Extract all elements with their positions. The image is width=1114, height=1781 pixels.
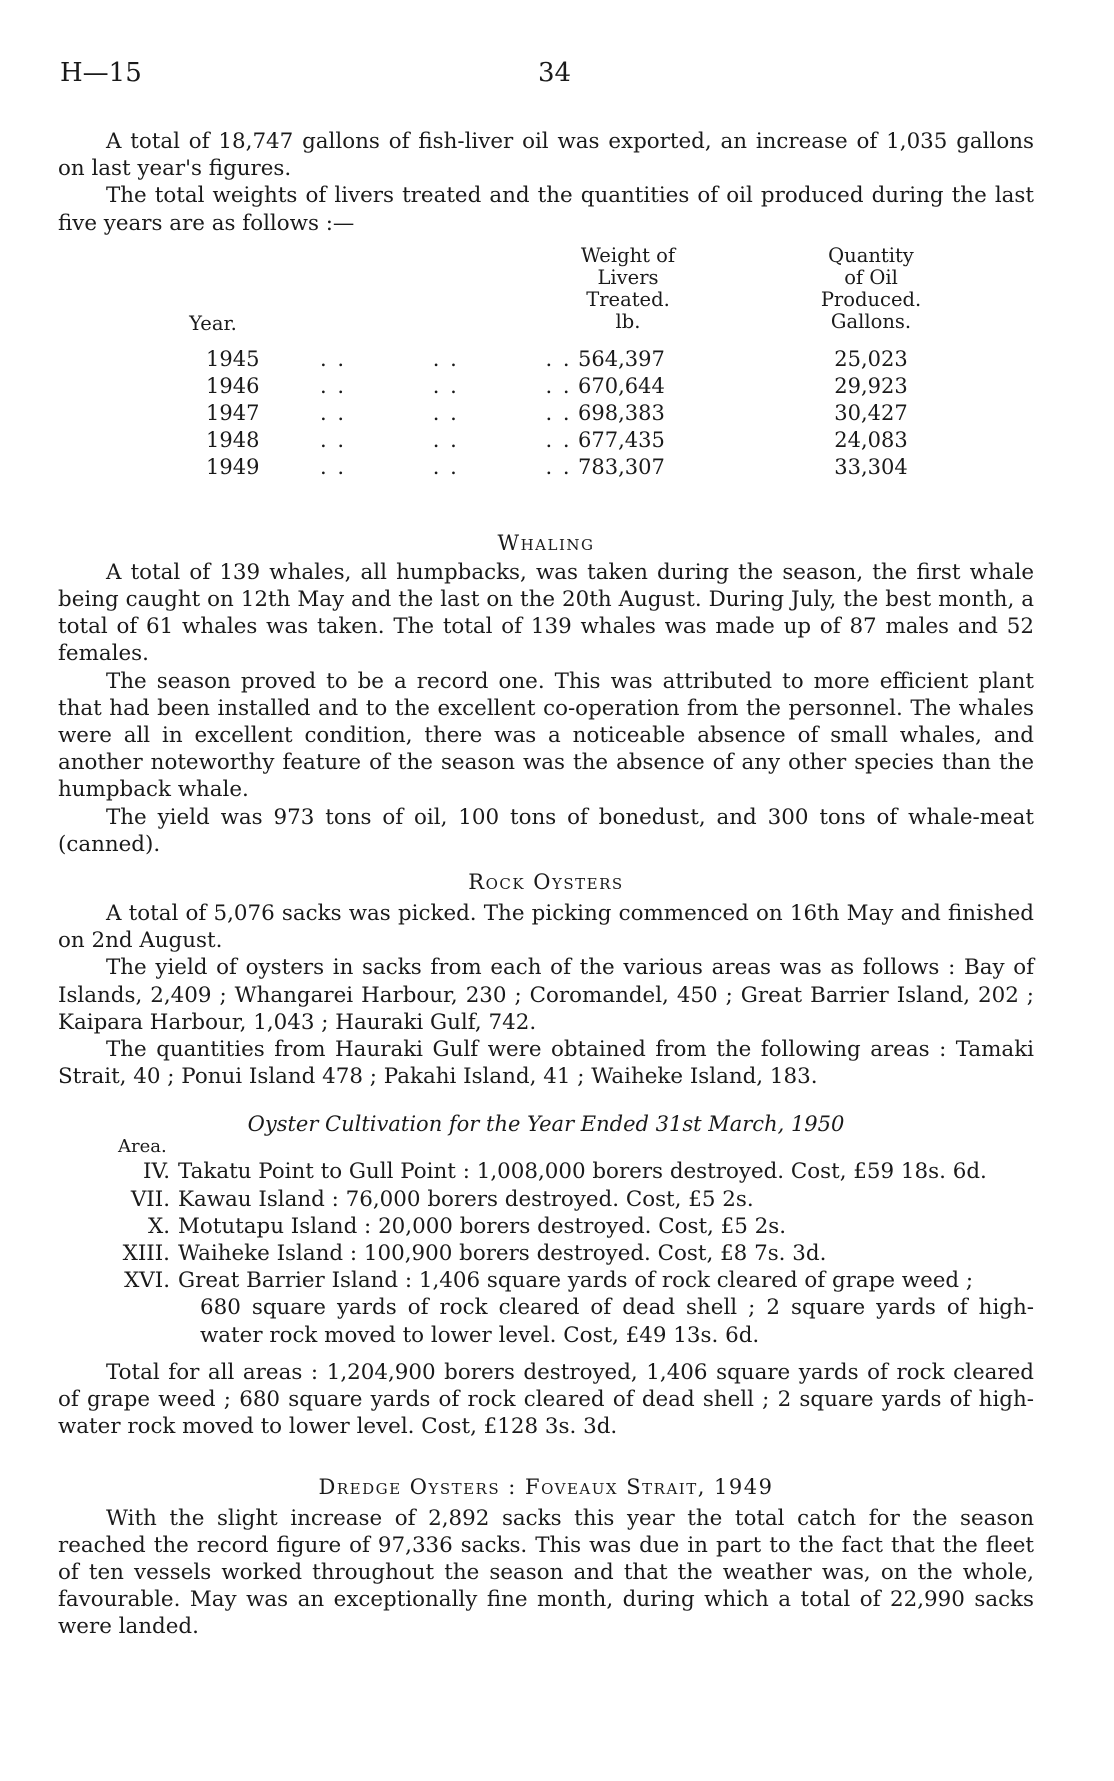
intro-paragraph-2: The total weights of livers treated and the quantities of oil produced during the last five years are as follows :— xyxy=(58,183,1034,236)
rock-oysters-paragraph-2: The yield of oysters in sacks from each of the various areas was as follows : Bay of Islands, 2,409 ; Whangarei Harbour, 230 ; Coromandel, 450 ; Great Barrier Island, 202 ; Kaipara Harbour, 1,043 ; Hauraki Gulf, 742. xyxy=(58,955,1034,1035)
col-header-weight-line: Livers xyxy=(597,265,659,289)
list-item xyxy=(58,1267,1034,1349)
col-header-quantity-line: Quantity xyxy=(828,243,914,267)
col-header-weight-line: Weight of xyxy=(580,243,676,267)
col-header-weight-line: lb. xyxy=(615,309,641,333)
table-row xyxy=(58,428,1034,455)
row-weight: 783,307 xyxy=(578,454,665,479)
col-header-weight xyxy=(563,245,693,333)
row-leader-dots: . . . . . . xyxy=(320,427,572,452)
area-column-label: Area. xyxy=(118,1136,167,1158)
area-text: Kawau Island : 76,000 borers destroyed. Cost, £5 2s. xyxy=(178,1186,754,1212)
cultivation-heading: Oyster Cultivation for the Year Ended 31st March, 1950 xyxy=(247,1112,845,1137)
row-year: 1946 xyxy=(206,373,260,398)
table-row xyxy=(58,347,1034,374)
row-weight: 698,383 xyxy=(578,400,665,425)
area-number: VII. xyxy=(130,1186,170,1212)
whaling-paragraph-2: The season proved to be a record one. This was attributed to more efficient plant that had been installed and to the excellent co-operation from the personnel. The whales were all in excellent condition, there was a noticeable absence of small whales, and another noteworthy feature of the season was the absence of any other species than the humpback whale. xyxy=(58,668,1034,803)
row-quantity: 33,304 xyxy=(834,454,908,479)
area-number: XIII. xyxy=(122,1241,170,1267)
area-text-continuation: 680 square yards of rock cleared of dead shell ; 2 square yards of high-water rock moved to lower level. Cost, £49 13s. 6d. xyxy=(200,1295,1034,1348)
row-leader-dots: . . . . . . xyxy=(320,373,572,398)
table-row xyxy=(58,401,1034,428)
area-number: XVI. xyxy=(124,1268,170,1294)
row-year: 1949 xyxy=(206,454,260,479)
area-text: Motutapu Island : 20,000 borers destroyed. Cost, £5 2s. xyxy=(178,1213,787,1239)
intro-paragraph-1: A total of 18,747 gallons of fish-liver oil was exported, an increase of 1,035 gallons on last year's figures. xyxy=(58,129,1034,182)
row-year: 1945 xyxy=(206,346,260,371)
row-quantity: 24,083 xyxy=(834,427,908,452)
whaling-paragraph-3: The yield was 973 tons of oil, 100 tons of bonedust, and 300 tons of whale-meat (canned). xyxy=(58,804,1034,857)
whaling-paragraph-1: A total of 139 whales, all humpbacks, was taken during the season, the first whale being caught on 12th May and the last on the 20th August. During July, the best month, a total of 61 whales was taken. The total of 139 whales was made up of 87 males and 52 females. xyxy=(58,559,1034,667)
row-weight: 564,397 xyxy=(578,346,665,371)
col-header-weight-line: Treated. xyxy=(586,287,670,311)
row-leader-dots: . . . . . . xyxy=(320,400,572,425)
section-heading-dredge-oysters: Dredge Oysters : Foveaux Strait, 1949 xyxy=(318,1474,774,1499)
row-year: 1947 xyxy=(206,400,260,425)
list-item xyxy=(58,1158,1034,1185)
list-item xyxy=(58,1186,1034,1213)
col-header-quantity-line: of Oil xyxy=(844,265,898,289)
list-item xyxy=(58,1240,1034,1267)
row-weight: 670,644 xyxy=(578,373,665,398)
page-number: 34 xyxy=(538,58,572,88)
row-year: 1948 xyxy=(206,427,260,452)
cultivation-total: Total for all areas : 1,204,900 borers destroyed, 1,406 square yards of rock cleared of grape weed ; 680 square yards of rock cleared of dead shell ; 2 square yards of high-water rock moved to lower level. Cost, £128 3s. 3d. xyxy=(58,1359,1034,1440)
area-text-multiline xyxy=(178,1267,1034,1349)
area-text: Takatu Point to Gull Point : 1,008,000 borers destroyed. Cost, £59 18s. 6d. xyxy=(178,1159,987,1185)
area-text: Great Barrier Island : 1,406 square yards of rock cleared of grape weed ; xyxy=(178,1268,974,1294)
section-heading-rock-oysters: Rock Oysters xyxy=(468,870,624,895)
livers-oil-table xyxy=(58,243,1034,525)
col-header-quantity xyxy=(811,245,931,333)
col-header-quantity-line: Gallons. xyxy=(830,309,912,333)
rock-oysters-paragraph-1: A total of 5,076 sacks was picked. The picking commenced on 16th May and finished on 2nd August. xyxy=(58,901,1034,954)
rock-oysters-paragraph-3: The quantities from Hauraki Gulf were obtained from the following areas : Tamaki Strait, 40 ; Ponui Island 478 ; Pakahi Island, 41 ; Waiheke Island, 183. xyxy=(58,1037,1034,1090)
col-header-quantity-line: Produced. xyxy=(820,287,922,311)
area-number: IV. xyxy=(143,1159,170,1185)
table-row xyxy=(58,374,1034,401)
page-body xyxy=(58,128,1034,1641)
section-heading-whaling: Whaling xyxy=(497,530,595,555)
col-header-year: Year. xyxy=(189,311,237,335)
area-text: Waiheke Island : 100,900 borers destroyed. Cost, £8 7s. 3d. xyxy=(178,1241,827,1267)
row-leader-dots: . . . . . . xyxy=(320,346,572,371)
table-row xyxy=(58,455,1034,482)
row-weight: 677,435 xyxy=(578,427,665,452)
report-reference: H—15 xyxy=(60,58,142,88)
list-item xyxy=(58,1213,1034,1240)
row-quantity: 30,427 xyxy=(834,400,908,425)
page-header xyxy=(0,58,1114,98)
row-leader-dots: . . . . . . xyxy=(320,454,572,479)
row-quantity: 25,023 xyxy=(834,346,908,371)
area-number: X. xyxy=(147,1213,170,1239)
dredge-paragraph-1: With the slight increase of 2,892 sacks this year the total catch for the season reached the record figure of 97,336 sacks. This was due in part to the fact that the fleet of ten vessels worked throughout the season and that the weather was, on the whole, favourable. May was an exceptionally fine month, during which a total of 22,990 sacks were landed. xyxy=(58,1505,1034,1640)
row-quantity: 29,923 xyxy=(834,373,908,398)
